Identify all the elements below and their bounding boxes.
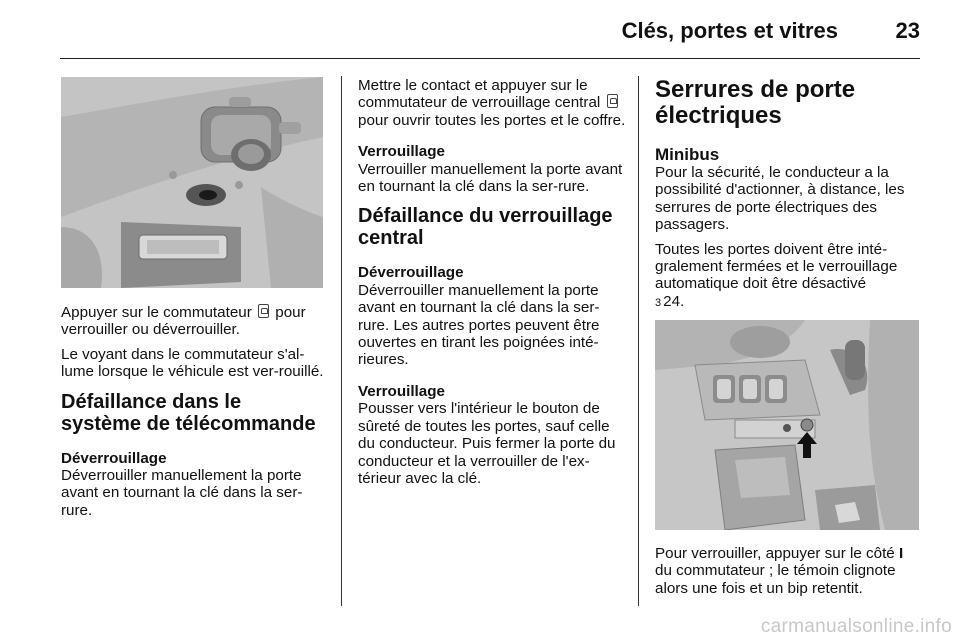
paragraph-text: du commutateur ; le témoin clignote alors une fois et un bip retentit. bbox=[655, 562, 896, 597]
paragraph-text: Toutes les portes doivent être inté-gralement fermées et le verrouillage automatique doit être désactivé bbox=[655, 240, 898, 293]
header-rule bbox=[60, 58, 920, 59]
subheading: Minibus bbox=[655, 145, 720, 164]
section-heading: Défaillance du verrouillage central bbox=[358, 205, 613, 250]
paragraph: Déverrouiller manuellement la porte avant en tournant la clé dans la ser-rure. Les autres portes peuvent être ouvertes en tirant les poignées inté-rieures. bbox=[358, 281, 600, 369]
paragraph: Déverrouiller manuellement la porte avant en tournant la clé dans la ser-rure. bbox=[61, 467, 303, 519]
paragraph: Verrouiller manuellement la porte avant en tournant la clé dans la ser-rure. bbox=[358, 160, 623, 196]
column-3-bottom bbox=[655, 545, 923, 604]
paragraph-text: Appuyer sur le commutateur bbox=[61, 304, 252, 321]
switch-side-label: I bbox=[898, 545, 904, 562]
column-1 bbox=[61, 304, 326, 526]
subheading: Verrouillage bbox=[358, 143, 445, 161]
column-divider-2 bbox=[638, 76, 639, 606]
paragraph bbox=[358, 77, 626, 129]
paragraph bbox=[655, 241, 923, 313]
paragraph bbox=[61, 304, 326, 339]
paragraph-text: pour ouvrir toutes les portes et le coffre. bbox=[358, 111, 626, 129]
paragraph: Pour la sécurité, le conducteur a la possibilité d'actionner, à distance, les serrures de porte électriques des passagers. bbox=[655, 164, 905, 234]
paragraph bbox=[655, 545, 923, 597]
page-reference: 24. bbox=[663, 292, 685, 310]
lock-switch-icon bbox=[607, 94, 618, 108]
subheading: Verrouillage bbox=[358, 382, 445, 400]
column-divider-1 bbox=[341, 76, 342, 606]
paragraph: Pousser vers l'intérieur le bouton de sûreté de toutes les portes, sauf celle du conducteur. Puis fermer la porte du conducteur et la verrouiller de l'ex-térieur avec la clé. bbox=[358, 400, 616, 487]
column-3 bbox=[655, 77, 923, 319]
paragraph-text: Mettre le contact et appuyer sur le commutateur de verrouillage central bbox=[358, 77, 601, 112]
paragraph-text: Pour verrouiller, appuyer sur le côté bbox=[655, 545, 895, 562]
section-title: Serrures de porte électriques bbox=[655, 76, 856, 129]
ceiling-console-illustration bbox=[61, 77, 323, 288]
page-number: 23 bbox=[895, 18, 920, 43]
subheading: Déverrouillage bbox=[61, 449, 167, 467]
lock-switch-icon bbox=[258, 304, 269, 318]
section-heading: Défaillance dans le système de télécommande bbox=[61, 390, 316, 435]
paragraph: Le voyant dans le commutateur s'al-lume lorsque le véhicule est ver-rouillé. bbox=[61, 345, 324, 381]
page-header-title: Clés, portes et vitres bbox=[621, 18, 838, 43]
watermark: carmanualsonline.info bbox=[760, 616, 952, 637]
paragraph-text: pour verrouiller ou déverrouiller. bbox=[61, 304, 306, 339]
dashboard-lock-button-illustration bbox=[655, 320, 919, 530]
subheading: Déverrouillage bbox=[358, 264, 464, 282]
column-2 bbox=[358, 77, 626, 494]
page-reference-arrow-icon: 3 bbox=[655, 296, 662, 309]
